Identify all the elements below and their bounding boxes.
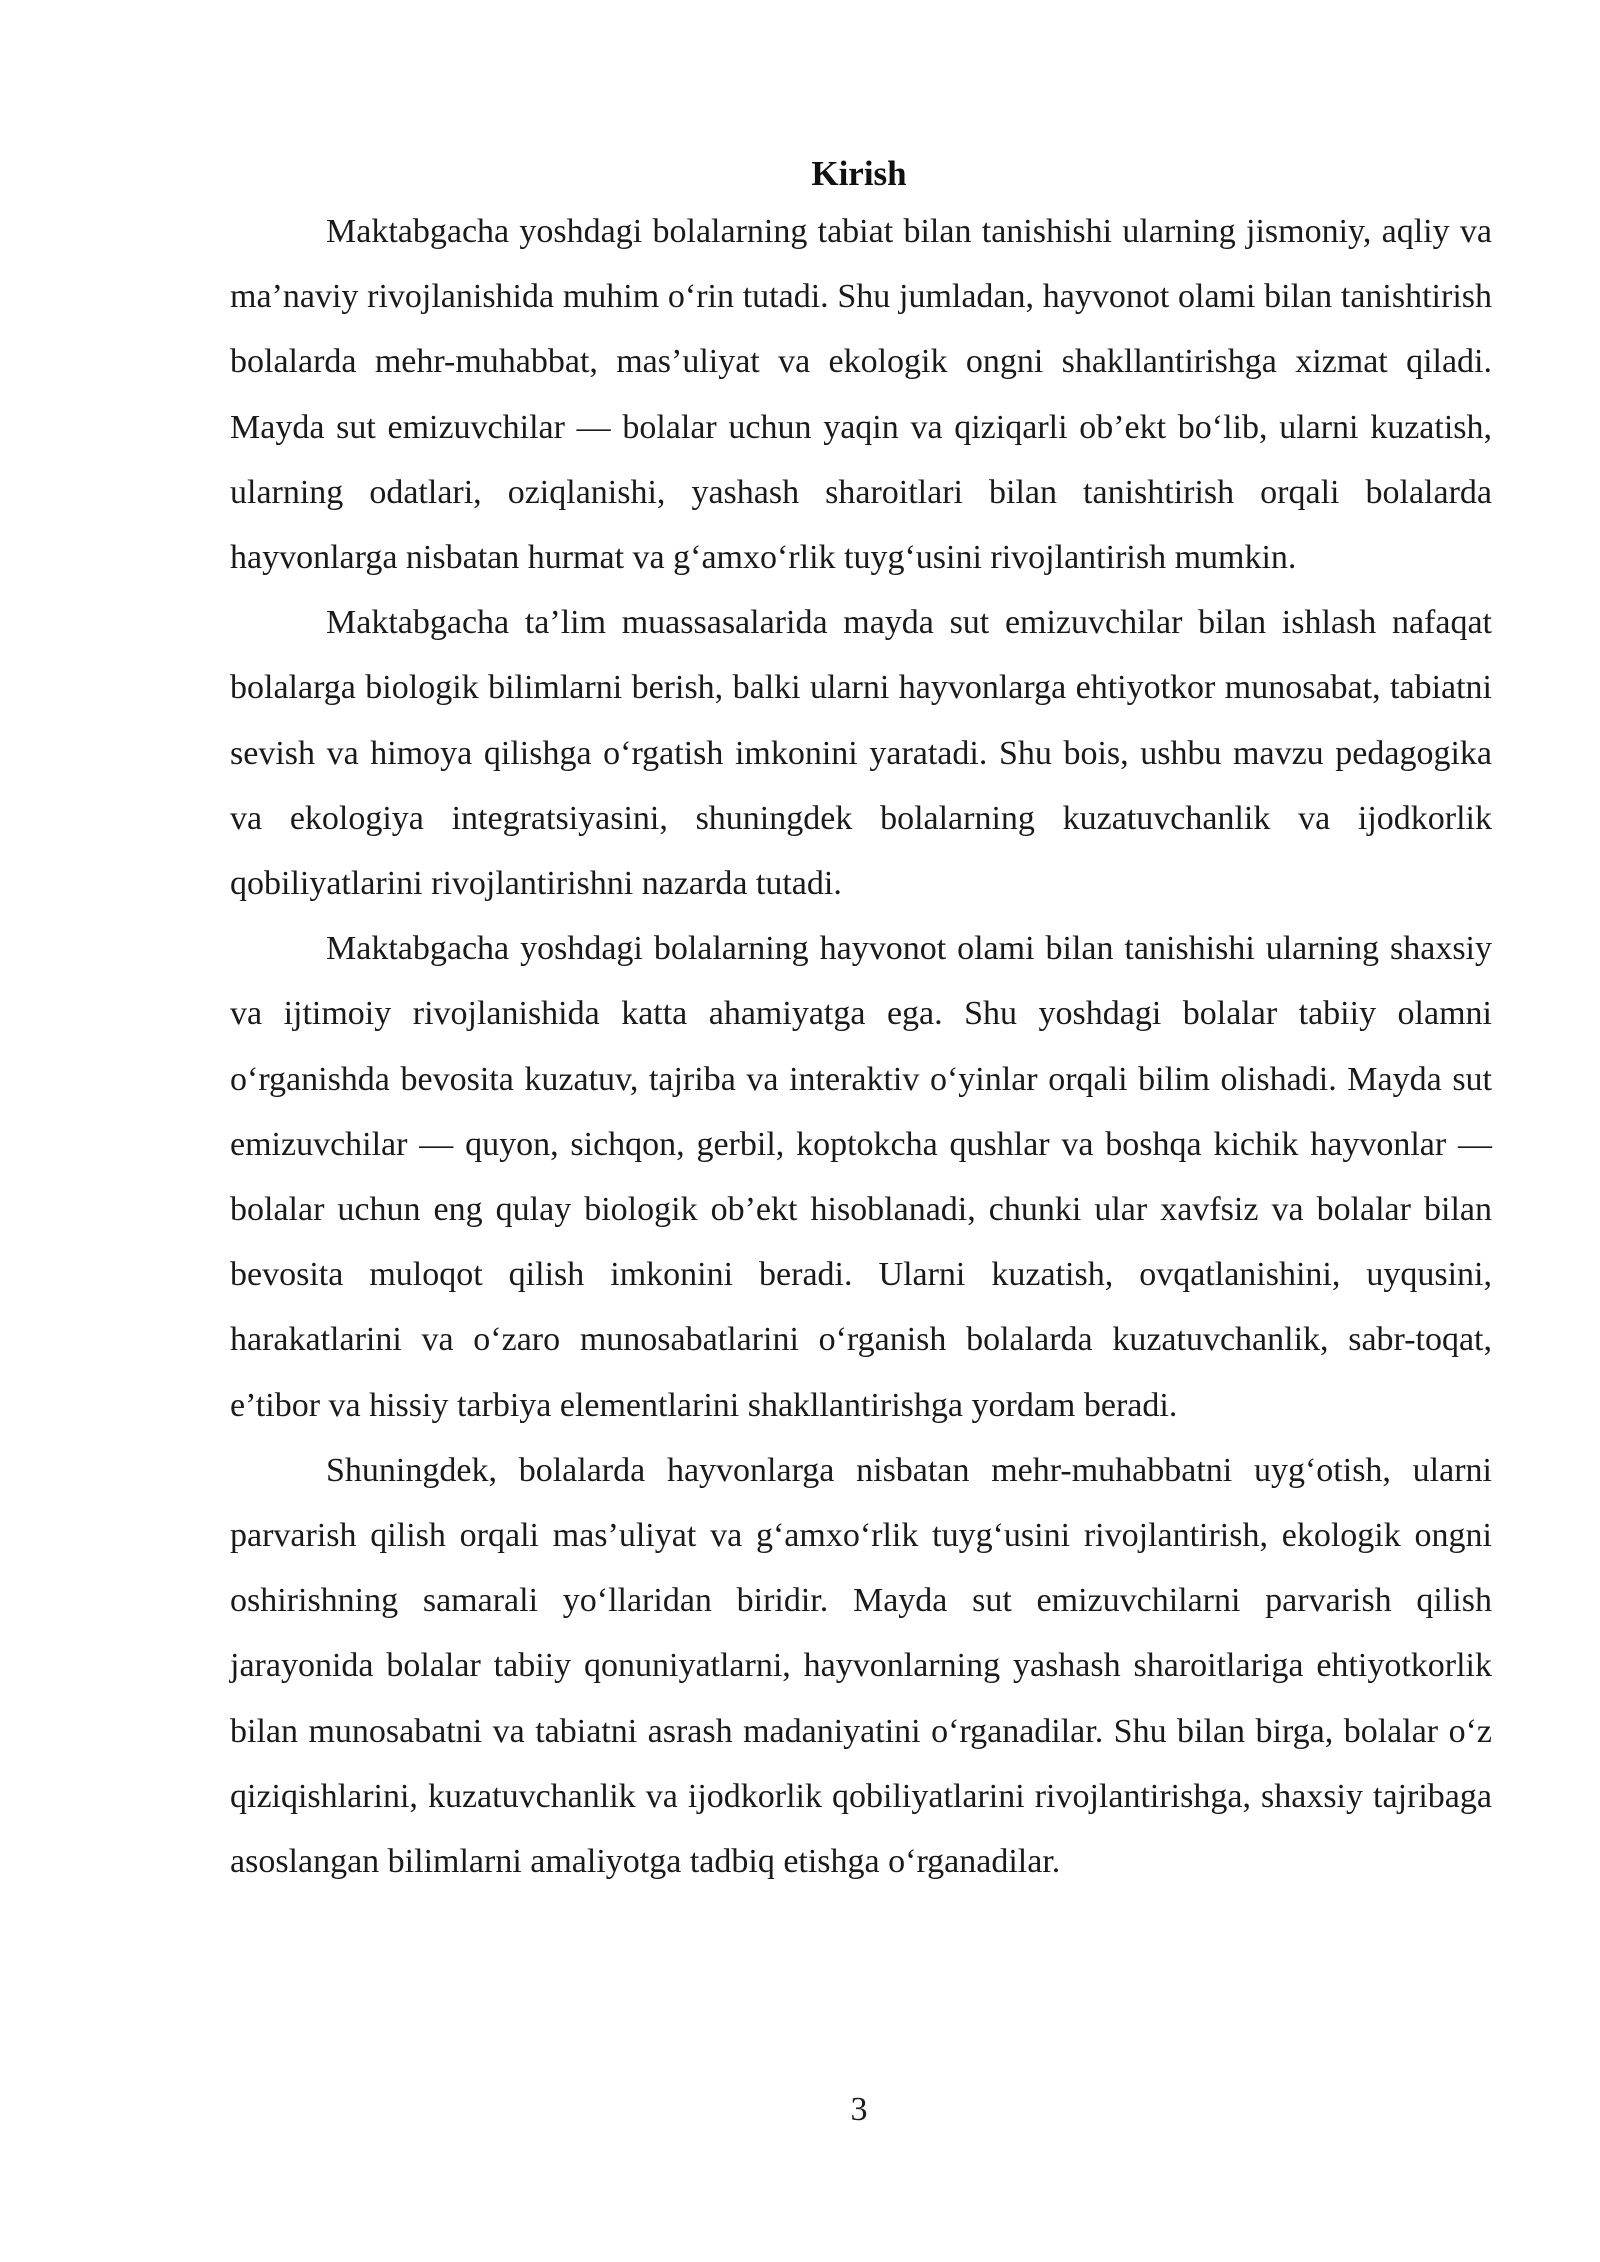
paragraph-2: Maktabgacha ta’lim muassasalarida mayda sut emizuvchilar bilan ishlash nafaqat bolalarga biologik bilimlarni berish, balki ularni hayvonlarga ehtiyotkor munosabat, tabiatni sevish va himoya qilishga o‘rgatish imkonini yaratadi. Shu bois, ushbu mavzu pedagogika va ekologiya integratsiyasini, shuningdek bolalarning kuzatuvchanlik va ijodkorlik qobiliyatlarini rivojlantirishni nazarda tutadi. (230, 604, 1492, 903)
body-text (230, 199, 1492, 1894)
paragraph-1: Maktabgacha yoshdagi bolalarning tabiat bilan tanishishi ularning jismoniy, aqliy va ma’naviy rivojlanishida muhim o‘rin tutadi. Shu jumladan, hayvonot olami bilan tanishtirish bolalarda mehr-muhabbat, mas’uliyat va ekologik ongni shakllantirishga xizmat qiladi. Mayda sut emizuvchilar — bolalar uchun yaqin va qiziqarli ob’ekt bo‘lib, ularni kuzatish, ularning odatlari, oziqlanishi, yashash sharoitlari bilan tanishtirish orqali bolalarda hayvonlarga nisbatan hurmat va g‘amxo‘rlik tuyg‘usini rivojlantirish mumkin. (230, 213, 1492, 577)
paragraph-4: Shuningdek, bolalarda hayvonlarga nisbatan mehr-muhabbatni uyg‘otish, ularni parvarish qilish orqali mas’uliyat va g‘amxo‘rlik tuyg‘usini rivojlantirish, ekologik ongni oshirishning samarali yo‘llaridan biridir. Mayda sut emizuvchilarni parvarish qilish jarayonida bolalar tabiiy qonuniyatlarni, hayvonlarning yashash sharoitlariga ehtiyotkorlik bilan munosabatni va tabiatni asrash madaniyatini o‘rganadilar. Shu bilan birga, bolalar o‘z qiziqishlarini, kuzatuvchanlik va ijodkorlik qobiliyatlarini rivojlantirishga, shaxsiy tajribaga asoslangan bilimlarni amaliyotga tadbiq etishga o‘rganadilar. (230, 1451, 1492, 1881)
paragraph-3: Maktabgacha yoshdagi bolalarning hayvonot olami bilan tanishishi ularning shaxsiy va ijtimoiy rivojlanishida katta ahamiyatga ega. Shu yoshdagi bolalar tabiiy olamni o‘rganishda bevosita kuzatuv, tajriba va interaktiv o‘yinlar orqali bilim olishadi. Mayda sut emizuvchilar — quyon, sichqon, gerbil, koptokcha qushlar va boshqa kichik hayvonlar — bolalar uchun eng qulay biologik ob’ekt hisoblanadi, chunki ular xavfsiz va bolalar bilan bevosita muloqot qilish imkonini beradi. Ularni kuzatish, ovqatlanishini, uyqusini, harakatlarini va o‘zaro munosabatlarini o‘rganish bolalarda kuzatuvchanlik, sabr-toqat, e’tibor va hissiy tarbiya elementlarini shakllantirishga yordam beradi. (230, 930, 1492, 1424)
page-number: 3 (850, 2091, 868, 2128)
section-heading: Kirish (811, 154, 907, 193)
